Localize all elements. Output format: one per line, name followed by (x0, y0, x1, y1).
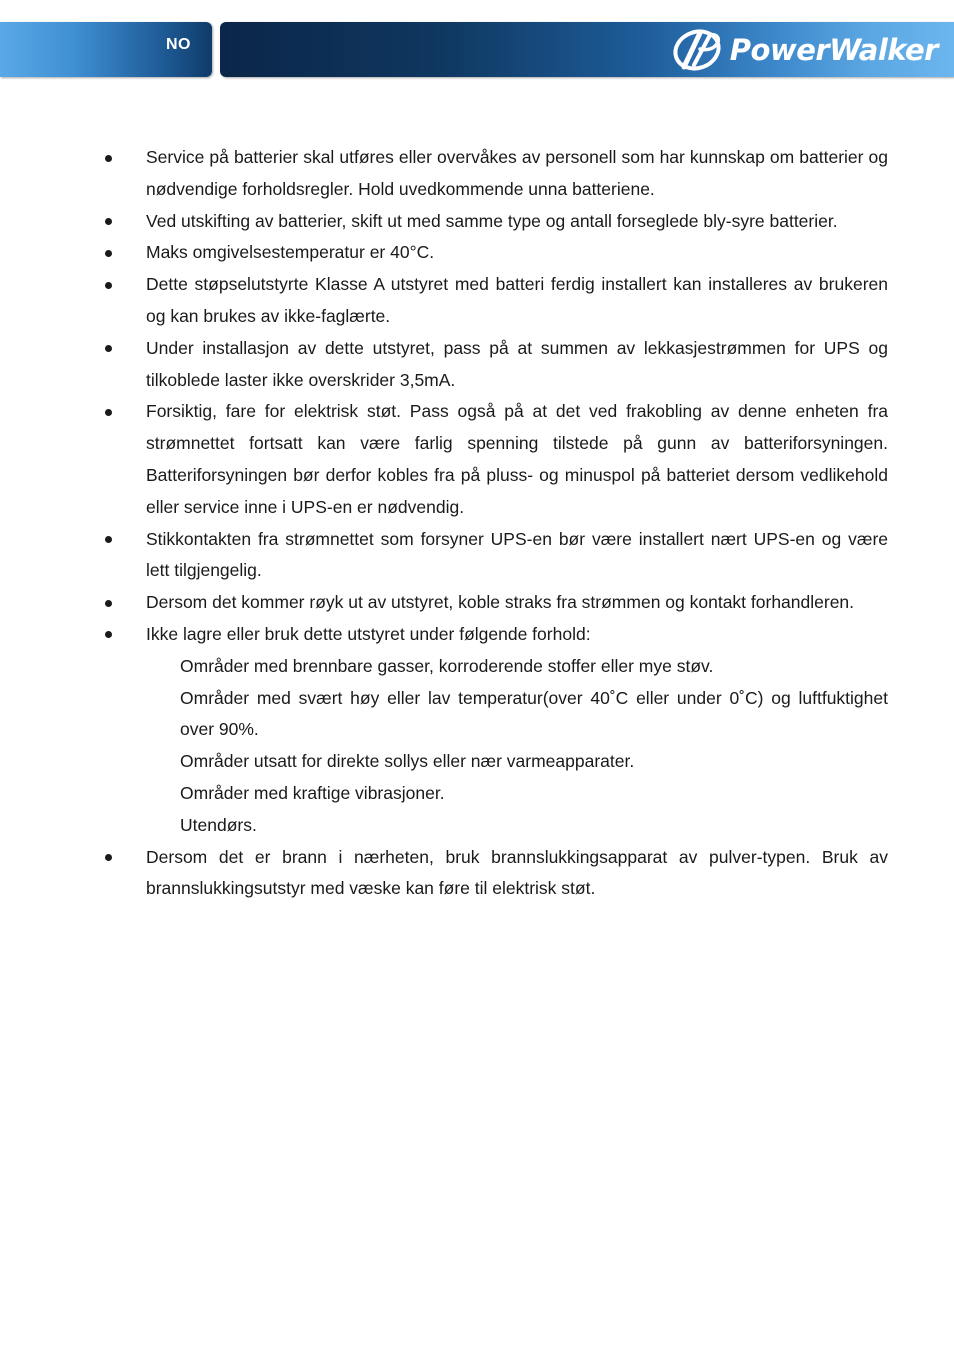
safety-list-continued (98, 842, 888, 906)
bullet-icon (105, 536, 112, 543)
condition-item: Områder utsatt for direkte sollys eller nær varmeapparater. (180, 751, 635, 772)
condition-item: Områder med kraftige vibrasjoner. (180, 782, 445, 803)
item-text: Ikke lagre eller bruk dette utstyret under følgende forhold: (146, 623, 591, 644)
page-header (0, 0, 954, 80)
list-item (98, 524, 888, 588)
list-item (98, 842, 888, 906)
item-text: Maks omgivelsestemperatur er 40°C. (146, 242, 435, 263)
item-text: Stikkontakten fra strømnettet som forsyner UPS-en bør være installert nært UPS-en og være lett tilgjengelig. (146, 528, 888, 581)
bullet-icon (105, 218, 112, 225)
item-text: Dette støpselutstyrte Klasse A utstyret med batteri ferdig installert kan installeres av brukeren og kan brukes av ikke-faglærte. (146, 274, 888, 326)
conditions-list (98, 651, 888, 842)
list-item (98, 587, 888, 619)
list-item (98, 619, 888, 651)
condition-item: Områder med svært høy eller lav temperatur(over 40˚C eller under 0˚C) og luftfuktighet over 90%. (180, 687, 888, 740)
item-text: Under installasjon av dette utstyret, pass på at summen av lekkasjestrømmen for UPS og tilkoblede laster ikke overskrider 3,5mA. (146, 337, 888, 390)
bullet-icon (105, 409, 112, 416)
powerwalker-logo (670, 27, 938, 72)
list-item (98, 269, 888, 333)
item-text: Dersom det kommer røyk ut av utstyret, koble straks fra strømmen og kontakt forhandleren. (146, 592, 855, 613)
language-label: NO (166, 36, 191, 53)
list-item (98, 237, 888, 269)
condition-item: Utendørs. (180, 814, 257, 835)
bullet-icon (105, 631, 112, 638)
safety-list (98, 142, 888, 651)
bullet-icon (105, 854, 112, 861)
bullet-icon (105, 345, 112, 352)
item-text: Service på batterier skal utføres eller overvåkes av personell som har kunnskap om batterier og nødvendige forholdsregler. Hold uvedkommende unna batteriene. (146, 147, 888, 199)
item-text: Forsiktig, fare for elektrisk støt. Pass også på at det ved frakobling av denne enheten fra strømnettet fortsatt kan være farlig spenning tilstede på gunn av batteriforsyningen. Batteriforsyningen bør derfor kobles fra på pluss- og minuspol på batteriet dersom vedlikehold eller service inne i UPS-en er nødvendig. (146, 401, 888, 517)
bullet-icon (105, 600, 112, 607)
bullet-icon (105, 282, 112, 289)
list-item (98, 142, 888, 206)
power-swirl-icon (670, 27, 728, 73)
list-item (98, 396, 888, 523)
condition-item: Områder med brennbare gasser, korroderende stoffer eller mye støv. (180, 655, 714, 676)
brand-name: PowerWalker (729, 32, 938, 67)
header-banner (220, 22, 954, 77)
list-item (98, 206, 888, 238)
list-item (98, 333, 888, 397)
bullet-icon (105, 155, 112, 162)
item-text: Dersom det er brann i nærheten, bruk brannslukkingsapparat av pulver-typen. Bruk av brannslukkingsutstyr med væske kan føre til elektrisk støt. (146, 846, 888, 899)
item-text: Ved utskifting av batterier, skift ut med samme type og antall forseglede bly-syre batterier. (146, 210, 838, 231)
bullet-icon (105, 250, 112, 257)
safety-content (98, 142, 888, 905)
